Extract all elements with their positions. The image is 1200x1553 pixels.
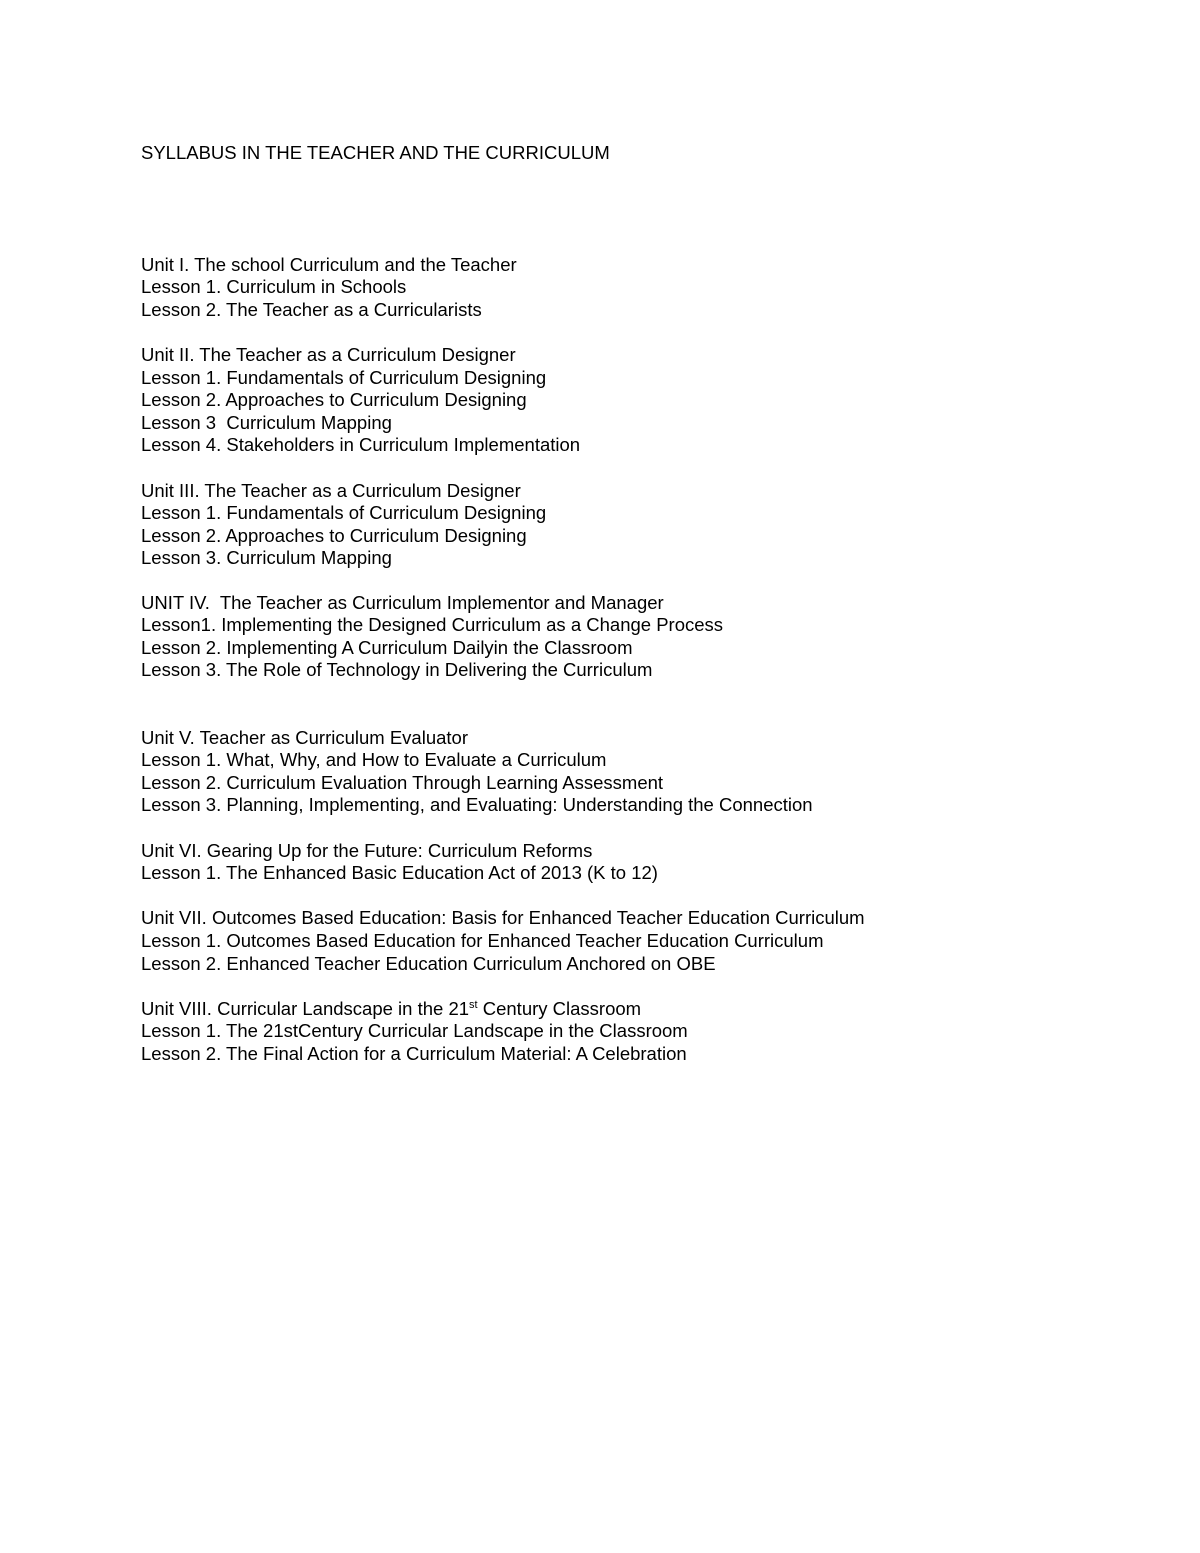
unit-4-heading: UNIT IV. The Teacher as Curriculum Implementor and Manager bbox=[141, 592, 664, 613]
unit-3-heading: Unit III. The Teacher as a Curriculum Designer bbox=[141, 480, 521, 501]
unit-8-heading bbox=[141, 998, 641, 1021]
unit-5-lesson-2: Lesson 2. Curriculum Evaluation Through Learning Assessment bbox=[141, 772, 664, 793]
unit-2-heading: Unit II. The Teacher as a Curriculum Designer bbox=[141, 344, 516, 365]
unit-8-lesson-1: Lesson 1. The 21stCentury Curricular Landscape in the Classroom bbox=[141, 1020, 688, 1041]
unit-2-lesson-4: Lesson 4. Stakeholders in Curriculum Implementation bbox=[141, 434, 581, 455]
unit-7-lesson-2: Lesson 2. Enhanced Teacher Education Curriculum Anchored on OBE bbox=[141, 953, 716, 974]
unit-5-heading: Unit V. Teacher as Curriculum Evaluator bbox=[141, 727, 468, 748]
unit-4-lesson-3: Lesson 3. The Role of Technology in Delivering the Curriculum bbox=[141, 659, 653, 680]
unit-3-lesson-1: Lesson 1. Fundamentals of Curriculum Designing bbox=[141, 502, 547, 523]
unit-6-lesson-1: Lesson 1. The Enhanced Basic Education Act of 2013 (K to 12) bbox=[141, 862, 658, 883]
unit-5-lesson-3: Lesson 3. Planning, Implementing, and Evaluating: Understanding the Connection bbox=[141, 794, 813, 815]
unit-4-lesson-1: Lesson1. Implementing the Designed Curriculum as a Change Process bbox=[141, 614, 724, 635]
unit-2-lesson-3: Lesson 3 Curriculum Mapping bbox=[141, 412, 392, 433]
unit-8-heading-text: Unit VIII. Curricular Landscape in the 21 bbox=[141, 998, 470, 1019]
unit-2-lesson-2: Lesson 2. Approaches to Curriculum Designing bbox=[141, 389, 527, 410]
unit-8-heading-text-end: Century Classroom bbox=[477, 998, 642, 1019]
unit-1-heading: Unit I. The school Curriculum and the Teacher bbox=[141, 254, 517, 275]
unit-6-heading: Unit VI. Gearing Up for the Future: Curriculum Reforms bbox=[141, 840, 593, 861]
document-title: SYLLABUS IN THE TEACHER AND THE CURRICULUM bbox=[141, 142, 610, 163]
unit-8-heading-superscript: st bbox=[469, 999, 478, 1011]
unit-4-lesson-2: Lesson 2. Implementing A Curriculum Dailyin the Classroom bbox=[141, 637, 633, 658]
unit-7-heading: Unit VII. Outcomes Based Education: Basis for Enhanced Teacher Education Curriculum bbox=[141, 907, 865, 928]
unit-5-lesson-1: Lesson 1. What, Why, and How to Evaluate a Curriculum bbox=[141, 749, 607, 770]
unit-1-lesson-1: Lesson 1. Curriculum in Schools bbox=[141, 276, 407, 297]
unit-2-lesson-1: Lesson 1. Fundamentals of Curriculum Designing bbox=[141, 367, 547, 388]
unit-1-lesson-2: Lesson 2. The Teacher as a Curricularists bbox=[141, 299, 482, 320]
unit-3-lesson-3: Lesson 3. Curriculum Mapping bbox=[141, 547, 392, 568]
unit-3-lesson-2: Lesson 2. Approaches to Curriculum Designing bbox=[141, 525, 527, 546]
unit-7-lesson-1: Lesson 1. Outcomes Based Education for Enhanced Teacher Education Curriculum bbox=[141, 930, 824, 951]
unit-8-lesson-2: Lesson 2. The Final Action for a Curriculum Material: A Celebration bbox=[141, 1043, 687, 1064]
